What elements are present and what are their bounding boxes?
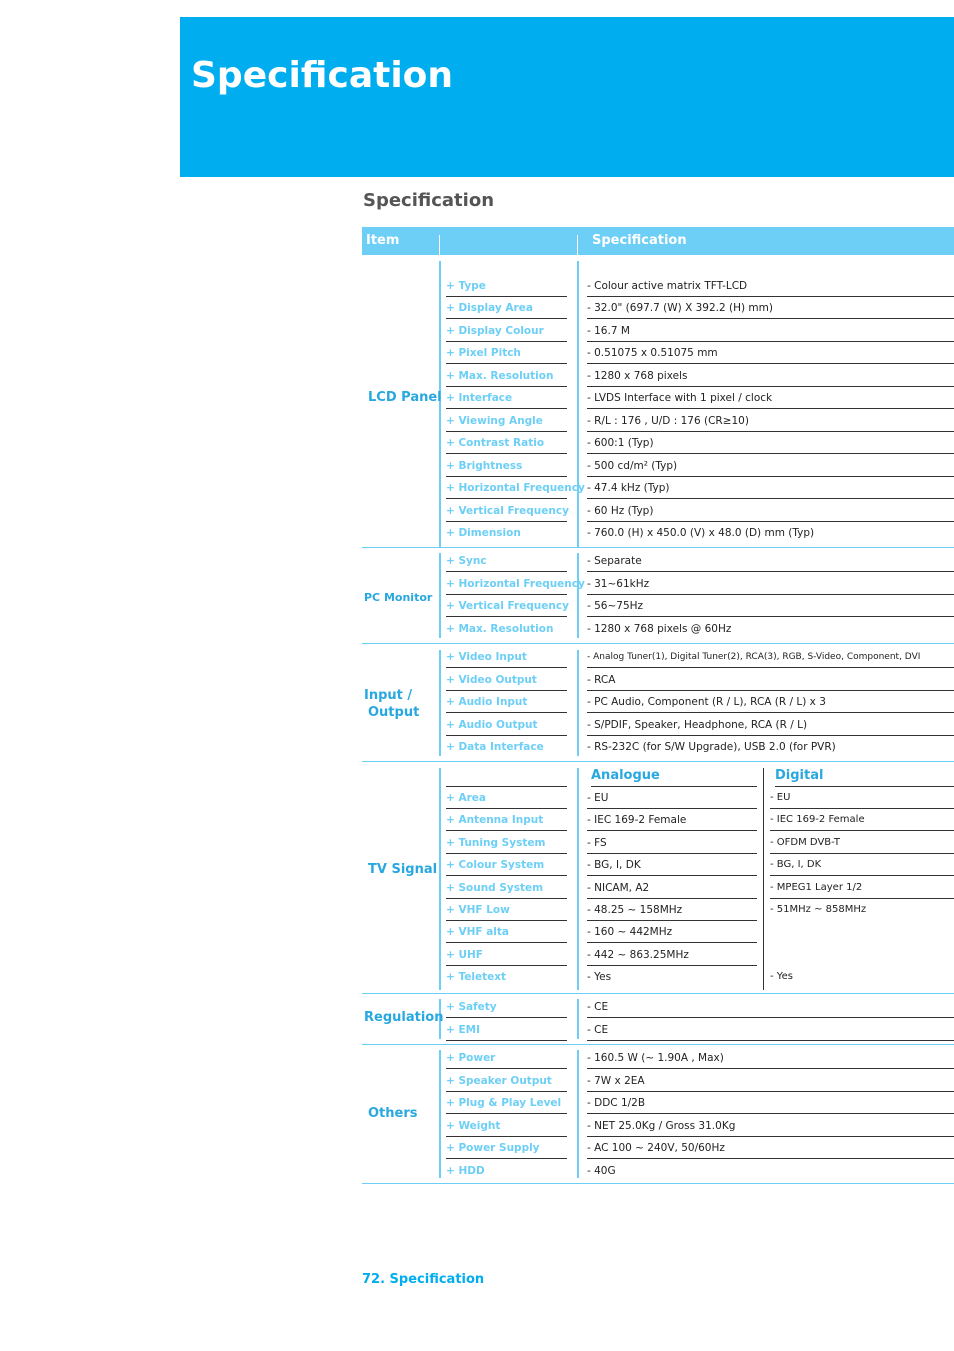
table-row: [362, 410, 954, 432]
row-item-label: + Antenna Input: [446, 809, 567, 831]
table-row: [362, 669, 954, 691]
row-digital-value: - EU: [770, 787, 954, 809]
row-item-label: + Power: [446, 1047, 567, 1069]
table-row: [362, 342, 954, 364]
row-item-label: + Max. Resolution: [446, 622, 554, 635]
group-label-input-output-line1: Input /: [364, 688, 413, 703]
row-spec-value: - R/L : 176 , U/D : 176 (CR≥10): [587, 410, 954, 432]
row-spec-value: - CE: [587, 996, 954, 1018]
header-item: Item: [366, 233, 400, 248]
row-spec-value: - Separate: [587, 550, 954, 572]
table-row: [362, 944, 954, 966]
analogue-heading: Analogue: [591, 766, 757, 787]
row-spec-value: - NET 25.0Kg / Gross 31.0Kg: [587, 1115, 954, 1137]
row-item-label: + Interface: [446, 387, 567, 409]
row-item-label: + Safety: [446, 996, 567, 1018]
table-row: [362, 787, 954, 809]
row-item-label: + Speaker Output: [446, 1070, 567, 1092]
group-label-others: Others: [368, 1106, 418, 1121]
table-row: [362, 432, 954, 454]
row-spec-value: - 16.7 M: [587, 320, 954, 342]
row-item-label: + Colour System: [446, 854, 567, 876]
row-spec-value: - Analog Tuner(1), Digital Tuner(2), RCA(3), RGB, S-Video, Component, DVI: [587, 646, 954, 668]
row-item-label: + Horizontal Frequency: [446, 573, 567, 595]
banner-title: Specification: [191, 55, 454, 96]
row-analogue-value: - 160 ~ 442MHz: [587, 921, 757, 943]
row-item-label: + Viewing Angle: [446, 410, 567, 432]
row-item-label: + Video Output: [446, 669, 567, 691]
row-analogue-value: - IEC 169-2 Female: [587, 809, 757, 831]
table-row: [362, 595, 954, 617]
row-item-label: + Plug & Play Level: [446, 1092, 567, 1114]
row-item-label: + Dimension: [446, 526, 521, 539]
table-row: [362, 832, 954, 854]
row-item-label: + Audio Output: [446, 714, 567, 736]
group-label-pc-monitor: PC Monitor: [364, 591, 433, 604]
row-spec-value: - RCA: [587, 669, 954, 691]
table-row: [362, 1160, 954, 1182]
table-row: [362, 618, 954, 640]
row-digital-value: - OFDM DVB-T: [770, 832, 954, 854]
row-digital-value: - Yes: [770, 971, 793, 983]
row-spec-value: - DDC 1/2B: [587, 1092, 954, 1114]
row-item-label: + Brightness: [446, 455, 567, 477]
row-analogue-value: - 442 ~ 863.25MHz: [587, 944, 757, 966]
row-spec-value: - RS-232C (for S/W Upgrade), USB 2.0 (for PVR): [587, 741, 836, 753]
row-digital-value: - IEC 169-2 Female: [770, 809, 954, 831]
row-item-label: + Vertical Frequency: [446, 595, 567, 617]
table-row: [362, 500, 954, 522]
group-pc-monitor: [362, 548, 954, 644]
page-banner: [180, 17, 954, 177]
row-item-label: + EMI: [446, 1019, 567, 1041]
table-row: [362, 1047, 954, 1069]
table-row: [362, 297, 954, 319]
table-row: [362, 736, 954, 758]
table-row: [362, 1070, 954, 1092]
row-item-label: + Max. Resolution: [446, 365, 567, 387]
table-row: [362, 550, 954, 572]
row-spec-value: - 60 Hz (Typ): [587, 500, 954, 522]
row-item-label: + UHF: [446, 944, 567, 966]
row-analogue-value: - BG, I, DK: [587, 854, 757, 876]
table-row: [362, 320, 954, 342]
row-item-label: + Power Supply: [446, 1137, 567, 1159]
table-header: [362, 227, 954, 255]
row-spec-value: - 31~61kHz: [587, 573, 954, 595]
row-analogue-value: - NICAM, A2: [587, 877, 757, 899]
row-item-label: + Display Area: [446, 297, 567, 319]
table-row: [362, 573, 954, 595]
row-spec-value: - 47.4 kHz (Typ): [587, 477, 954, 499]
header-divider: [577, 235, 578, 255]
row-item-label: + Data Interface: [446, 741, 544, 753]
row-item-label: + Sound System: [446, 877, 567, 899]
page-footer: 72. Specification: [362, 1272, 485, 1287]
table-row: [362, 809, 954, 831]
row-item-label: + Type: [446, 275, 567, 297]
row-spec-value: - 32.0" (697.7 (W) X 392.2 (H) mm): [587, 297, 954, 319]
row-item-label: + VHF alta: [446, 921, 567, 943]
group-lcd-panel: [362, 255, 954, 548]
row-spec-value: - 500 cd/m² (Typ): [587, 455, 954, 477]
row-spec-value: - LVDS Interface with 1 pixel / clock: [587, 387, 954, 409]
table-row: [362, 966, 954, 988]
row-item-label: + Teletext: [446, 971, 506, 984]
table-row: [362, 387, 954, 409]
table-row: [362, 921, 954, 943]
row-item-label: + Area: [446, 787, 567, 809]
row-item-label: + Display Colour: [446, 320, 567, 342]
row-analogue-value: - Yes: [587, 971, 612, 984]
row-item-label: + HDD: [446, 1165, 485, 1177]
table-row: [362, 1019, 954, 1041]
digital-heading: Digital: [775, 766, 954, 787]
row-spec-value: - S/PDIF, Speaker, Headphone, RCA (R / L): [587, 714, 954, 736]
row-spec-value: - 40G: [587, 1165, 616, 1177]
row-item-label: + Vertical Frequency: [446, 500, 567, 522]
row-spec-value: - CE: [587, 1019, 954, 1041]
table-row: [362, 714, 954, 736]
row-item-label: + Sync: [446, 550, 567, 572]
table-row: [362, 1137, 954, 1159]
row-digital-value: [770, 944, 954, 965]
row-analogue-value: - EU: [587, 787, 757, 809]
row-spec-value: - AC 100 ~ 240V, 50/60Hz: [587, 1137, 954, 1159]
header-divider: [439, 235, 440, 255]
table-row: [362, 646, 954, 668]
group-label-tv-signal: TV Signal: [368, 862, 438, 877]
group-input-output: [362, 644, 954, 762]
group-label-regulation: Regulation: [364, 1010, 444, 1025]
section-title: Specification: [363, 190, 495, 211]
row-analogue-value: - 48.25 ~ 158MHz: [587, 899, 757, 921]
row-item-label: + Video Input: [446, 646, 567, 668]
row-spec-value: - 1280 x 768 pixels: [587, 365, 954, 387]
row-digital-value: - 51MHz ~ 858MHz: [770, 904, 867, 915]
row-item-label: + Pixel Pitch: [446, 342, 567, 364]
table-row: [362, 1092, 954, 1114]
row-spec-value: - 56~75Hz: [587, 595, 954, 617]
row-analogue-value: - FS: [587, 832, 757, 854]
row-item-label: + Contrast Ratio: [446, 432, 567, 454]
row-spec-value: - 1280 x 768 pixels @ 60Hz: [587, 622, 732, 635]
row-spec-value: - 600:1 (Typ): [587, 432, 954, 454]
table-row: [362, 275, 954, 297]
row-digital-value: - BG, I, DK: [770, 854, 954, 876]
row-spec-value: - 7W x 2EA: [587, 1070, 954, 1092]
table-row: [362, 455, 954, 477]
group-label-input-output-line2: Output: [368, 705, 420, 720]
table-row: [362, 899, 954, 921]
table-row: [362, 477, 954, 499]
row-spec-value: - 760.0 (H) x 450.0 (V) x 48.0 (D) mm (Typ): [587, 526, 815, 539]
row-item-label: + Horizontal Frequency: [446, 477, 567, 499]
row-item-label: + Audio Input: [446, 691, 567, 713]
row-spec-value: - 160.5 W (~ 1.90A , Max): [587, 1047, 954, 1069]
table-row: [362, 854, 954, 876]
row-spec-value: - 0.51075 x 0.51075 mm: [587, 342, 954, 364]
tv-item-head-blank: [446, 766, 567, 787]
row-item-label: + VHF Low: [446, 899, 567, 921]
table-row: [362, 522, 954, 544]
row-spec-value: - Colour active matrix TFT-LCD: [587, 275, 954, 297]
table-row: [362, 691, 954, 713]
row-item-label: + Weight: [446, 1115, 567, 1137]
row-item-label: + Tuning System: [446, 832, 567, 854]
row-spec-value: - PC Audio, Component (R / L), RCA (R / L) x 3: [587, 691, 954, 713]
row-digital-value: - MPEG1 Layer 1/2: [770, 877, 954, 899]
group-regulation: [362, 994, 954, 1045]
group-tv-signal: [362, 762, 954, 994]
table-row: [362, 1115, 954, 1137]
row-digital-value: [770, 921, 954, 942]
header-specification: Specification: [592, 233, 687, 248]
table-row: [362, 877, 954, 899]
table-row: [362, 996, 954, 1018]
group-label-lcd-panel: LCD Panel: [368, 390, 442, 405]
group-others: [362, 1045, 954, 1184]
table-row: [362, 365, 954, 387]
